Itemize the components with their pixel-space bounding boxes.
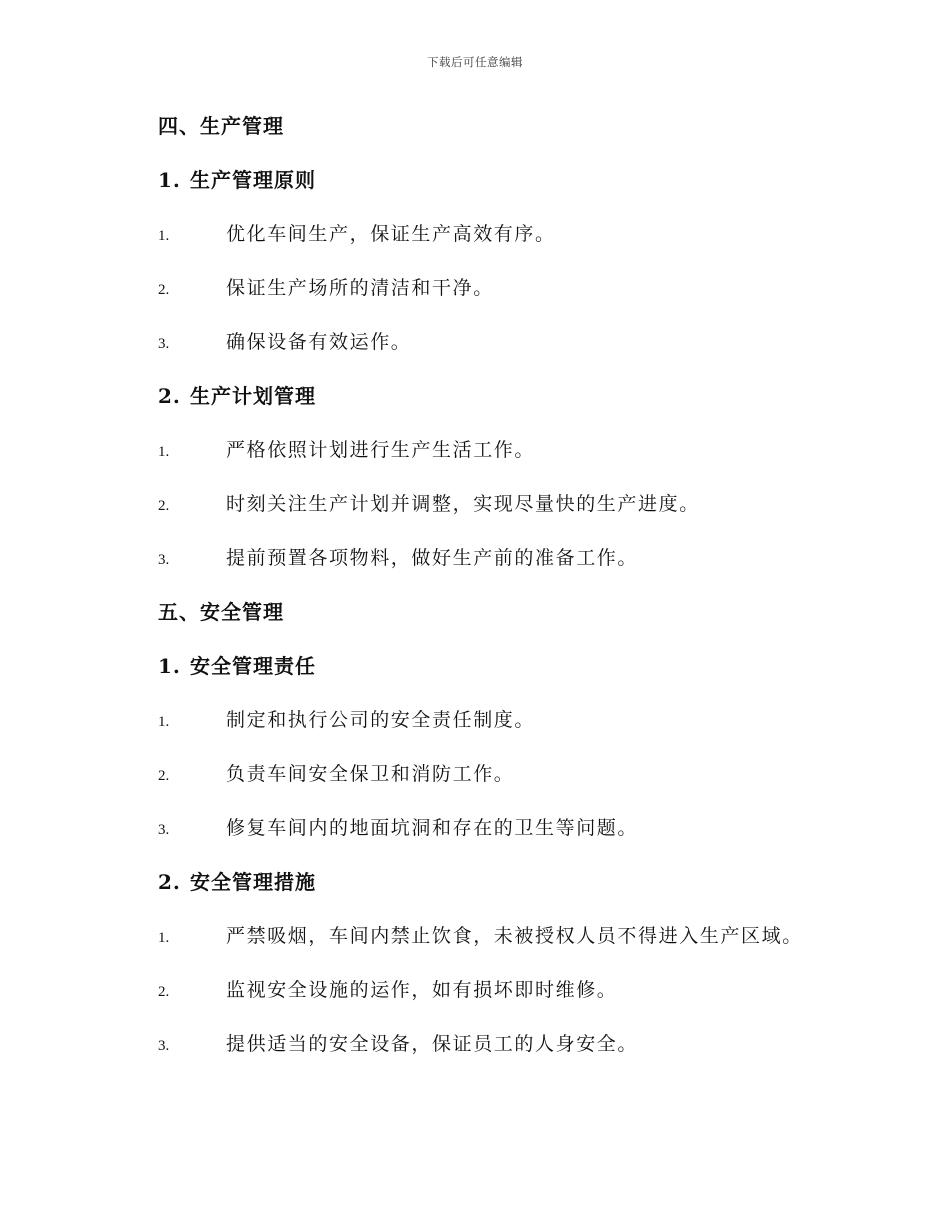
list-item-text: 提前预置各项物料，做好生产前的准备工作。 — [226, 547, 639, 569]
subsection-title: 生产管理原则 — [190, 168, 316, 192]
list-item-number: 3. — [158, 336, 170, 352]
document-body — [158, 108, 878, 1080]
list-item-text: 修复车间内的地面坑洞和存在的卫生等问题。 — [226, 817, 639, 839]
subsection-heading — [158, 648, 878, 702]
list-item-text: 保证生产场所的清洁和干净。 — [226, 277, 494, 299]
list-item — [158, 486, 878, 540]
list-item-number: 1. — [158, 228, 170, 244]
list-item-text: 严格依照计划进行生产生活工作。 — [226, 439, 536, 461]
list-item-text: 优化车间生产，保证生产高效有序。 — [226, 223, 556, 245]
list-item-number: 2. — [158, 498, 170, 514]
subsection-number: 1. — [158, 168, 181, 192]
list-item-text: 负责车间安全保卫和消防工作。 — [226, 763, 515, 785]
list-item-number: 1. — [158, 444, 170, 460]
subsection-heading — [158, 378, 878, 432]
subsection-title: 安全管理措施 — [190, 870, 316, 894]
list-item — [158, 918, 878, 972]
list-item — [158, 756, 878, 810]
list-item-text: 制定和执行公司的安全责任制度。 — [226, 709, 536, 731]
list-item — [158, 810, 878, 864]
subsection-number: 2. — [158, 384, 181, 408]
list-item — [158, 324, 878, 378]
list-item — [158, 540, 878, 594]
list-item-text: 监视安全设施的运作，如有损坏即时维修。 — [226, 979, 618, 1001]
subsection-number: 1. — [158, 654, 181, 678]
list-item-text: 时刻关注生产计划并调整，实现尽量快的生产进度。 — [226, 493, 700, 515]
list-item-number: 1. — [158, 930, 170, 946]
subsection-number: 2. — [158, 870, 181, 894]
list-item-number: 2. — [158, 282, 170, 298]
list-item — [158, 1026, 878, 1080]
list-item-number: 3. — [158, 1038, 170, 1054]
list-item-number: 1. — [158, 714, 170, 730]
list-item — [158, 216, 878, 270]
list-item — [158, 702, 878, 756]
list-item-text: 提供适当的安全设备，保证员工的人身安全。 — [226, 1033, 639, 1055]
subsection-heading — [158, 864, 878, 918]
list-item-number: 3. — [158, 822, 170, 838]
section-heading: 四、生产管理 — [158, 114, 284, 138]
subsection-title: 生产计划管理 — [190, 384, 316, 408]
list-item-number: 3. — [158, 552, 170, 568]
list-item-number: 2. — [158, 984, 170, 1000]
subsection-title: 安全管理责任 — [190, 654, 316, 678]
list-item — [158, 270, 878, 324]
subsection-heading — [158, 162, 878, 216]
list-item-text: 确保设备有效运作。 — [226, 331, 412, 353]
header-note: 下载后可任意编辑 — [427, 55, 523, 69]
list-item — [158, 432, 878, 486]
list-item-number: 2. — [158, 768, 170, 784]
list-item-text: 严禁吸烟，车间内禁止饮食，未被授权人员不得进入生产区域。 — [226, 925, 803, 947]
list-item — [158, 972, 878, 1026]
section-heading: 五、安全管理 — [158, 600, 284, 624]
